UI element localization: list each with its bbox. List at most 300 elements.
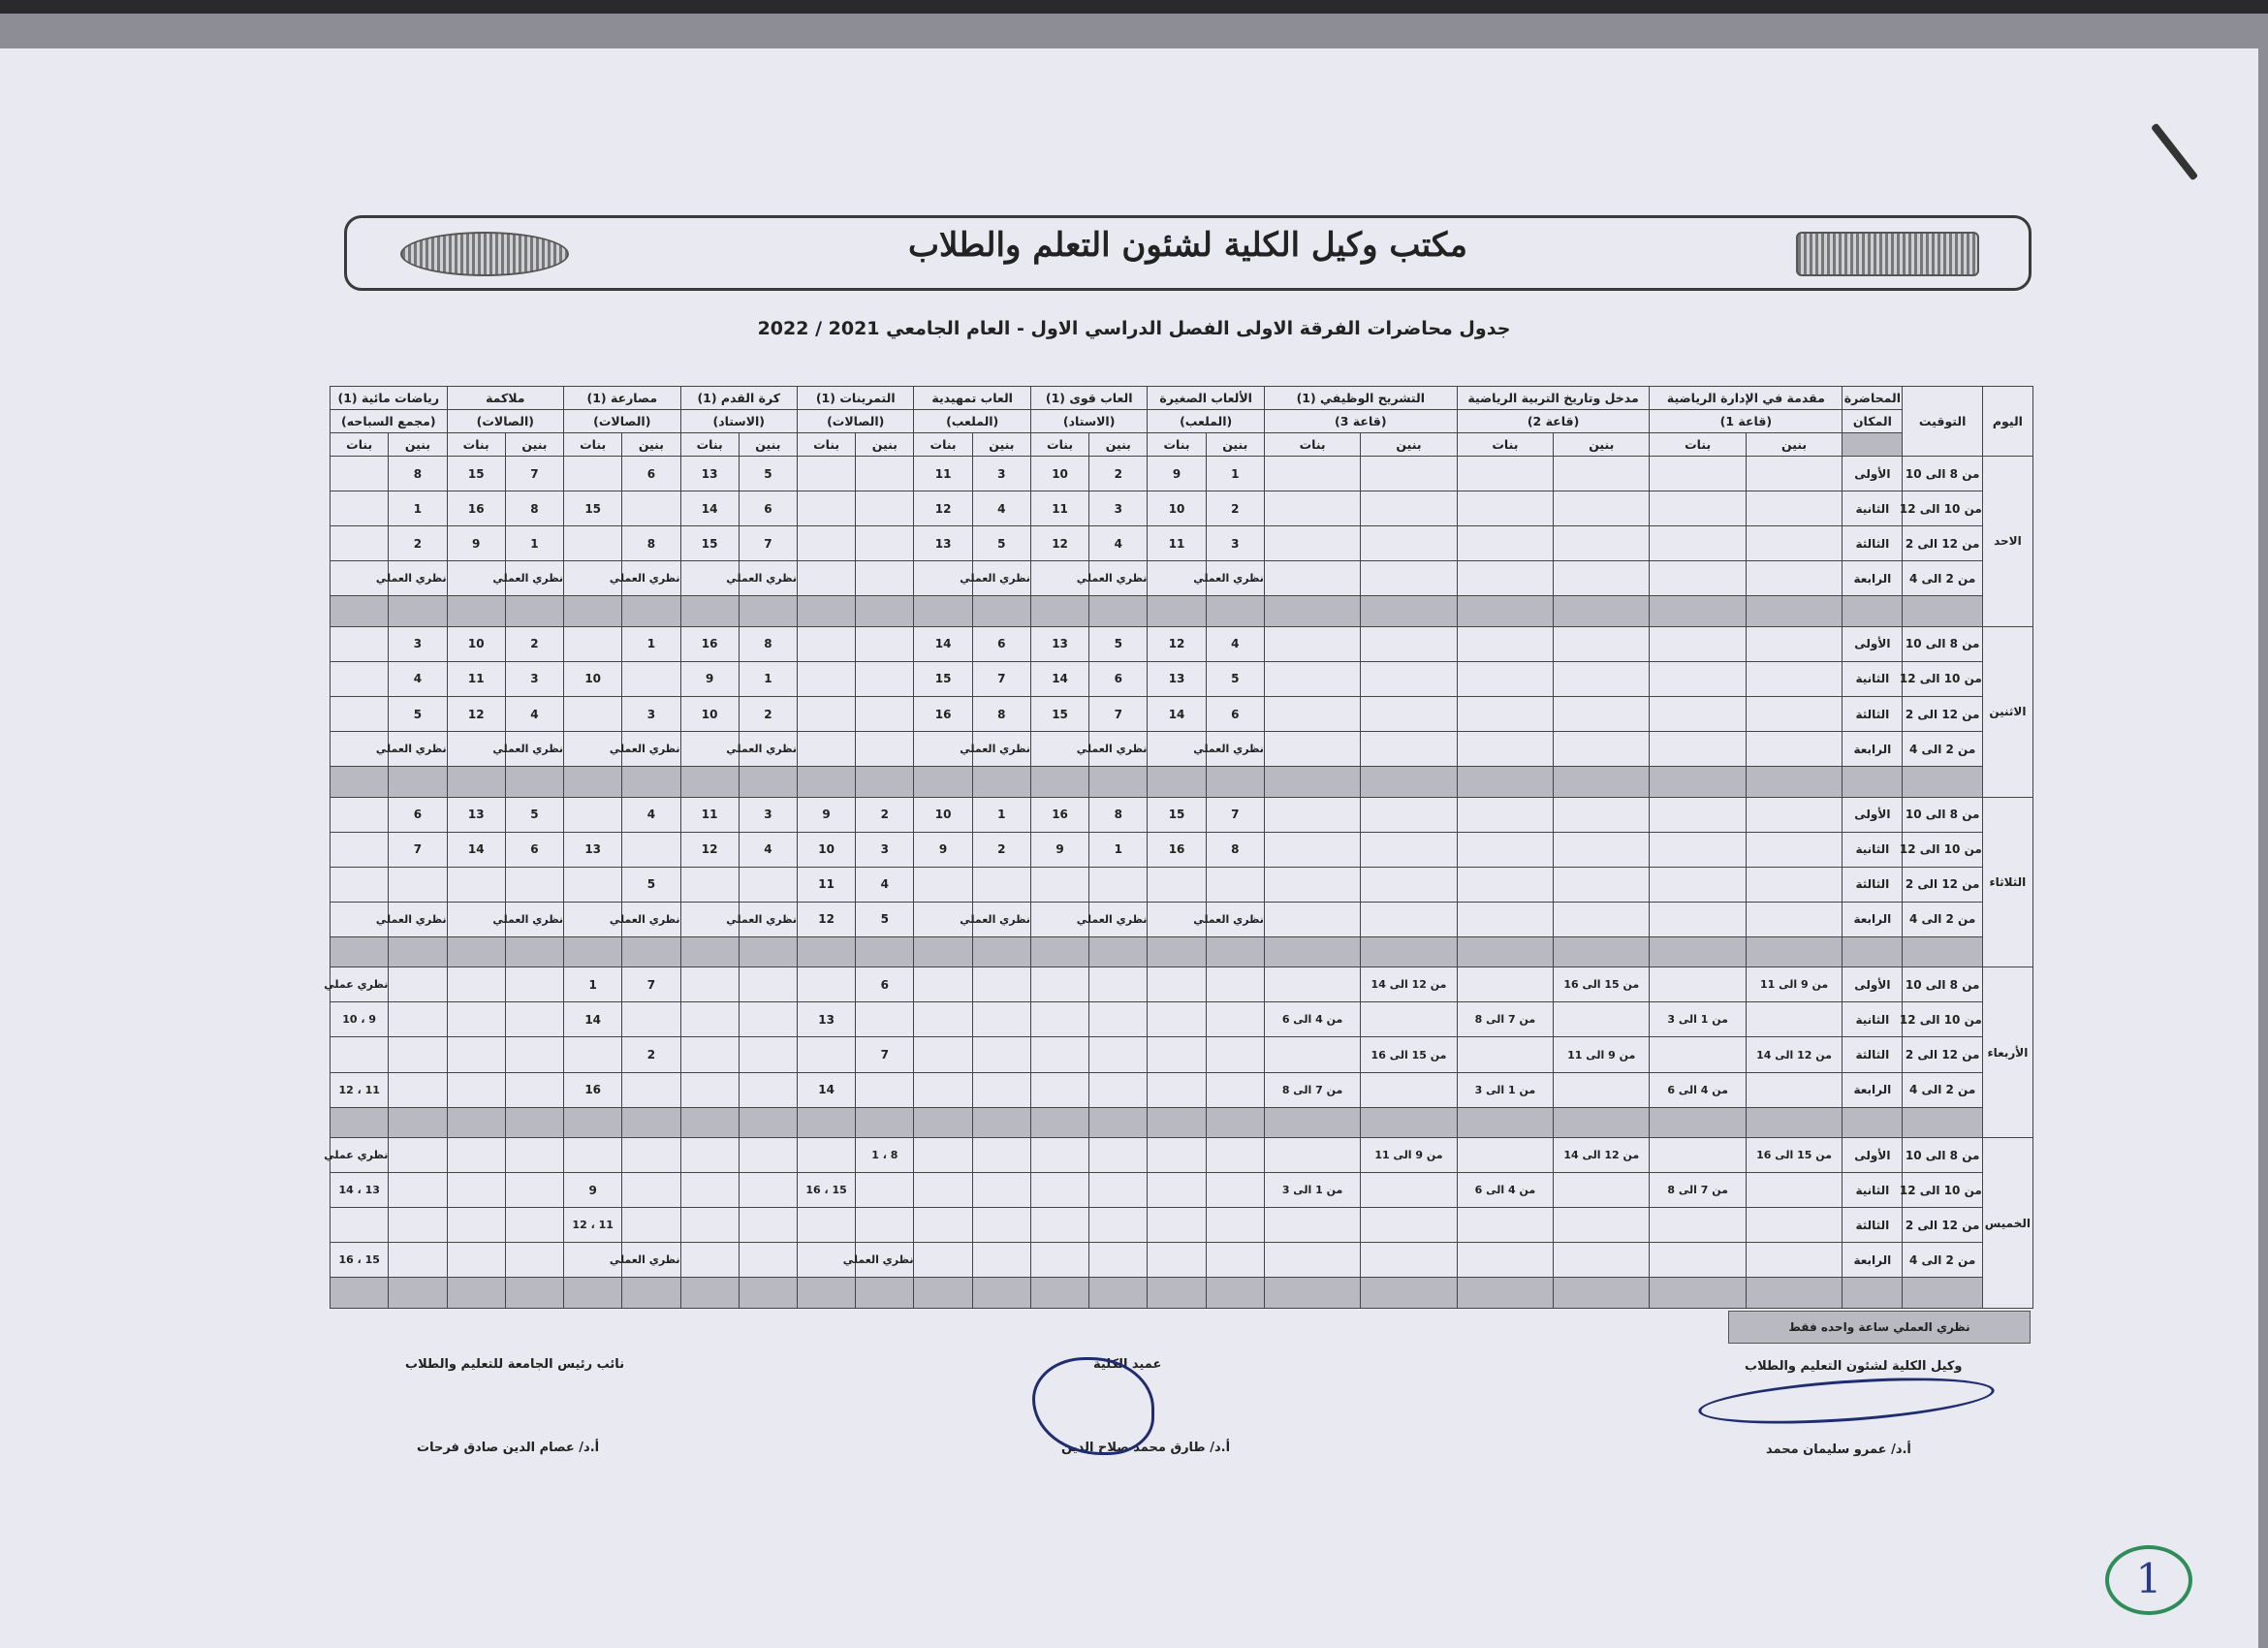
schedule-cell: 9 <box>797 797 855 832</box>
schedule-cell: 6 <box>1206 696 1264 731</box>
schedule-cell: نظري العملي <box>622 1243 680 1278</box>
schedule-cell <box>1361 867 1457 902</box>
schedule-cell <box>1457 696 1553 731</box>
place-cell: (قاعة 2) <box>1457 410 1650 433</box>
schedule-cell: 11 <box>680 797 739 832</box>
schedule-cell <box>856 626 914 661</box>
schedule-cell <box>856 661 914 696</box>
girls-header: بنات <box>1650 433 1746 457</box>
schedule-cell: 7 <box>972 661 1030 696</box>
schedule-cell <box>564 797 622 832</box>
schedule-cell <box>389 1208 447 1243</box>
schedule-cell: 12 <box>680 832 739 867</box>
schedule-cell <box>622 491 680 526</box>
office-title: مكتب وكيل الكلية لشئون التعلم والطلاب <box>907 226 1467 265</box>
lecture-header: المحاضرة <box>1843 387 1903 410</box>
subject-header: العاب قوى (1) <box>1030 387 1147 410</box>
girls-header: بنات <box>447 433 505 457</box>
dean-name: أ.د/ طارق محمد صلاح الدين <box>1061 1441 1231 1455</box>
schedule-cell: 5 <box>1206 661 1264 696</box>
schedule-cell <box>1089 1173 1148 1208</box>
schedule-cell <box>1746 832 1842 867</box>
schedule-cell: 15 ، 16 <box>797 1173 855 1208</box>
subject-header: ملاكمة <box>447 387 563 410</box>
schedule-cell <box>739 867 797 902</box>
schedule-cell: 7 <box>389 832 447 867</box>
period-cell: الرابعة <box>1843 561 1903 596</box>
time-cell: من 12 الى 2 <box>1903 696 1982 731</box>
schedule-cell: 14 <box>1030 661 1088 696</box>
schedule-cell <box>914 1002 972 1037</box>
schedule-cell <box>1746 491 1842 526</box>
schedule-cell <box>1264 902 1360 936</box>
time-cell: من 2 الى 4 <box>1903 1243 1982 1278</box>
schedule-cell <box>1030 1243 1088 1278</box>
girls-header: بنات <box>1457 433 1553 457</box>
subject-header: كرة القدم (1) <box>680 387 797 410</box>
period-cell: الأولى <box>1843 457 1903 491</box>
schedule-cell: 4 <box>622 797 680 832</box>
period-cell: الثالثة <box>1843 696 1903 731</box>
schedule-cell <box>622 1072 680 1107</box>
schedule-cell <box>1650 491 1746 526</box>
subject-header: العاب تمهيدية <box>914 387 1030 410</box>
schedule-cell <box>972 1002 1030 1037</box>
period-cell: الأولى <box>1843 797 1903 832</box>
boys-header: بنين <box>1361 433 1457 457</box>
schedule-cell <box>1457 526 1553 561</box>
schedule-cell: 14 <box>680 491 739 526</box>
schedule-cell <box>1361 561 1457 596</box>
boys-header: بنين <box>1206 433 1264 457</box>
schedule-cell <box>1746 902 1842 936</box>
schedule-cell <box>447 1243 505 1278</box>
schedule-cell: 3 <box>856 832 914 867</box>
schedule-cell <box>1457 902 1553 936</box>
schedule-cell <box>1148 1243 1206 1278</box>
schedule-cell: من 15 الى 16 <box>1361 1037 1457 1072</box>
schedule-cell <box>331 696 389 731</box>
schedule-cell <box>797 561 855 596</box>
time-cell: من 8 الى 10 <box>1903 797 1982 832</box>
schedule-cell: 1 <box>1206 457 1264 491</box>
schedule-cell <box>1206 867 1264 902</box>
place-header: المكان <box>1843 410 1903 433</box>
schedule-cell <box>856 1002 914 1037</box>
schedule-cell: 3 <box>1206 526 1264 561</box>
girls-header: بنات <box>797 433 855 457</box>
schedule-cell: 13 ، 14 <box>331 1173 389 1208</box>
schedule-cell <box>331 457 389 491</box>
schedule-cell: نظري العملي <box>1206 561 1264 596</box>
schedule-cell <box>1361 797 1457 832</box>
schedule-cell: 2 <box>856 797 914 832</box>
schedule-cell <box>1554 867 1650 902</box>
schedule-cell <box>797 967 855 1002</box>
schedule-cell <box>331 797 389 832</box>
vp-title: نائب رئيس الجامعة للتعليم والطلاب <box>405 1357 625 1372</box>
schedule-cell <box>447 867 505 902</box>
schedule-cell <box>564 526 622 561</box>
schedule-cell <box>1148 867 1206 902</box>
schedule-cell: 15 <box>1148 797 1206 832</box>
schedule-cell: نظري العملي <box>505 561 563 596</box>
schedule-cell <box>797 1138 855 1173</box>
schedule-cell <box>1650 1037 1746 1072</box>
schedule-cell: نظري العملي <box>1089 902 1148 936</box>
schedule-cell: 15 <box>1030 696 1088 731</box>
schedule-cell: نظري العملي <box>505 732 563 767</box>
time-cell: من 8 الى 10 <box>1903 457 1982 491</box>
schedule-cell <box>1554 1002 1650 1037</box>
schedule-cell <box>1264 1138 1360 1173</box>
schedule-cell: 7 <box>856 1037 914 1072</box>
schedule-cell <box>1361 661 1457 696</box>
schedule-cell: 16 <box>447 491 505 526</box>
schedule-cell: نظري العملي <box>389 902 447 936</box>
schedule-cell <box>389 1072 447 1107</box>
schedule-cell <box>1264 457 1360 491</box>
day-cell: الاحد <box>1982 457 2032 627</box>
schedule-cell <box>680 1072 739 1107</box>
time-cell: من 12 الى 2 <box>1903 526 1982 561</box>
schedule-cell <box>856 491 914 526</box>
schedule-cell: 10 <box>914 797 972 832</box>
boys-header: بنين <box>389 433 447 457</box>
schedule-cell <box>1650 457 1746 491</box>
schedule-cell <box>1650 732 1746 767</box>
schedule-cell: 6 <box>856 967 914 1002</box>
schedule-cell <box>389 1173 447 1208</box>
schedule-cell <box>856 457 914 491</box>
schedule-cell <box>972 1138 1030 1173</box>
schedule-cell <box>1089 1208 1148 1243</box>
schedule-cell <box>1554 832 1650 867</box>
schedule-cell <box>505 967 563 1002</box>
schedule-cell: من 7 الى 8 <box>1650 1173 1746 1208</box>
schedule-cell: 16 <box>680 626 739 661</box>
subject-header: التشريح الوظيفي (1) <box>1264 387 1457 410</box>
schedule-cell: 9 <box>680 661 739 696</box>
period-cell: الرابعة <box>1843 1072 1903 1107</box>
schedule-cell <box>1554 732 1650 767</box>
schedule-cell <box>1554 491 1650 526</box>
schedule-cell: نظري العملي <box>622 732 680 767</box>
day-separator <box>331 936 2033 967</box>
schedule-cell <box>447 1138 505 1173</box>
schedule-cell: 6 <box>389 797 447 832</box>
schedule-cell: 9 <box>564 1173 622 1208</box>
schedule-cell <box>1030 1138 1088 1173</box>
faculty-logo-icon <box>1796 232 1979 276</box>
schedule-cell <box>1206 1243 1264 1278</box>
place-cell: (قاعة 3) <box>1264 410 1457 433</box>
schedule-cell <box>797 457 855 491</box>
boys-header: بنين <box>972 433 1030 457</box>
schedule-cell: نظري العملي <box>856 1243 914 1278</box>
schedule-cell <box>1554 626 1650 661</box>
schedule-cell: من 15 الى 16 <box>1554 967 1650 1002</box>
schedule-cell <box>914 1037 972 1072</box>
schedule-cell <box>1264 732 1360 767</box>
schedule-cell: من 12 الى 14 <box>1554 1138 1650 1173</box>
period-cell: الأولى <box>1843 626 1903 661</box>
schedule-cell <box>1457 967 1553 1002</box>
schedule-cell <box>331 867 389 902</box>
schedule-cell <box>972 1037 1030 1072</box>
schedule-cell: 7 <box>622 967 680 1002</box>
schedule-cell: نظري عملي <box>331 967 389 1002</box>
schedule-cell <box>1264 491 1360 526</box>
subject-header: الألعاب الصغيرة <box>1148 387 1264 410</box>
schedule-cell <box>1361 732 1457 767</box>
dean-title: عميد الكلية <box>1093 1357 1162 1372</box>
schedule-cell <box>914 967 972 1002</box>
day-separator <box>331 767 2033 797</box>
schedule-cell: 5 <box>389 696 447 731</box>
schedule-cell <box>1206 1037 1264 1072</box>
schedule-cell <box>739 1072 797 1107</box>
schedule-cell <box>1361 457 1457 491</box>
schedule-cell <box>1361 491 1457 526</box>
schedule-cell <box>331 491 389 526</box>
schedule-cell: 13 <box>797 1002 855 1037</box>
schedule-cell: 5 <box>972 526 1030 561</box>
schedule-cell <box>1361 696 1457 731</box>
schedule-cell <box>1457 1138 1553 1173</box>
schedule-cell <box>447 1002 505 1037</box>
schedule-cell <box>505 1037 563 1072</box>
schedule-cell <box>389 1243 447 1278</box>
place-cell: (الاستاد) <box>680 410 797 433</box>
schedule-cell: 13 <box>680 457 739 491</box>
time-cell: من 12 الى 2 <box>1903 1208 1982 1243</box>
schedule-cell: نظري العملي <box>739 561 797 596</box>
schedule-cell <box>1554 1208 1650 1243</box>
schedule-cell: 8 <box>1206 832 1264 867</box>
schedule-cell <box>1361 1002 1457 1037</box>
period-cell: الثالثة <box>1843 1037 1903 1072</box>
schedule-cell: 15 <box>680 526 739 561</box>
schedule-cell <box>389 1037 447 1072</box>
period-cell: الثانية <box>1843 491 1903 526</box>
schedule-cell <box>1650 661 1746 696</box>
schedule-cell: نظري العملي <box>972 732 1030 767</box>
schedule-cell <box>914 1208 972 1243</box>
schedule-cell <box>1361 1072 1457 1107</box>
schedule-cell: 6 <box>739 491 797 526</box>
schedule-cell <box>1457 457 1553 491</box>
subject-header: رياضات مائية (1) <box>331 387 448 410</box>
schedule-cell: 16 <box>564 1072 622 1107</box>
schedule-cell <box>1554 526 1650 561</box>
schedule-cell: نظري العملي <box>1206 732 1264 767</box>
schedule-cell: 10 <box>1030 457 1088 491</box>
period-cell: الثانية <box>1843 661 1903 696</box>
schedule-cell <box>1361 832 1457 867</box>
schedule-cell <box>797 626 855 661</box>
schedule-cell <box>1746 1072 1842 1107</box>
schedule-cell: 7 <box>1206 797 1264 832</box>
schedule-cell <box>1264 1243 1360 1278</box>
schedule-cell <box>1089 1138 1148 1173</box>
schedule-cell: 13 <box>1148 661 1206 696</box>
place-cell: (الملعب) <box>1148 410 1264 433</box>
schedule-cell: من 1 الى 3 <box>1650 1002 1746 1037</box>
place-cell: (قاعة 1) <box>1650 410 1843 433</box>
schedule-cell: 13 <box>564 832 622 867</box>
schedule-cell: 16 <box>1148 832 1206 867</box>
boys-header: بنين <box>1089 433 1148 457</box>
boys-header: بنين <box>739 433 797 457</box>
schedule-cell <box>1457 561 1553 596</box>
schedule-cell: 11 ، 12 <box>564 1208 622 1243</box>
schedule-cell: 14 <box>914 626 972 661</box>
vice-dean-title: وكيل الكلية لشئون التعليم والطلاب <box>1745 1359 1963 1374</box>
period-cell: الثانية <box>1843 1002 1903 1037</box>
schedule-cell: من 15 الى 16 <box>1746 1138 1842 1173</box>
schedule-cell <box>680 867 739 902</box>
schedule-cell: 1 <box>1089 832 1148 867</box>
schedule-cell <box>389 967 447 1002</box>
schedule-cell <box>447 1037 505 1072</box>
period-cell: الرابعة <box>1843 1243 1903 1278</box>
schedule-cell: من 9 الى 11 <box>1361 1138 1457 1173</box>
schedule-cell <box>1361 526 1457 561</box>
schedule-cell <box>1554 696 1650 731</box>
schedule-cell: 1 <box>739 661 797 696</box>
schedule-cell <box>1554 797 1650 832</box>
time-cell: من 10 الى 12 <box>1903 491 1982 526</box>
schedule-table <box>324 386 2033 1309</box>
schedule-cell: 14 <box>564 1002 622 1037</box>
period-cell: الأولى <box>1843 1138 1903 1173</box>
boys-header: بنين <box>622 433 680 457</box>
schedule-cell: 11 <box>914 457 972 491</box>
schedule-cell <box>739 1208 797 1243</box>
schedule-cell <box>1089 1243 1148 1278</box>
schedule-title: جدول محاضرات الفرقة الاولى الفصل الدراسي الاول - العام الجامعي 2021 / 2022 <box>757 318 1511 339</box>
schedule-cell: 15 <box>914 661 972 696</box>
schedule-cell <box>1457 1208 1553 1243</box>
day-header: اليوم <box>1982 387 2032 457</box>
schedule-cell: نظري العملي <box>972 902 1030 936</box>
time-cell: من 2 الى 4 <box>1903 1072 1982 1107</box>
schedule-cell <box>1264 696 1360 731</box>
schedule-cell: 9 <box>1148 457 1206 491</box>
schedule-cell <box>447 1072 505 1107</box>
schedule-cell <box>505 1173 563 1208</box>
schedule-cell <box>1746 661 1842 696</box>
schedule-cell <box>856 696 914 731</box>
schedule-cell <box>739 1173 797 1208</box>
girls-header: بنات <box>331 433 389 457</box>
schedule-cell <box>856 526 914 561</box>
schedule-cell: 16 <box>1030 797 1088 832</box>
schedule-cell: من 9 الى 11 <box>1554 1037 1650 1072</box>
schedule-cell: نظري العملي <box>739 902 797 936</box>
schedule-cell <box>1457 732 1553 767</box>
schedule-cell: 1 <box>564 967 622 1002</box>
schedule-cell: 13 <box>914 526 972 561</box>
schedule-cell <box>505 867 563 902</box>
schedule-cell <box>1554 1072 1650 1107</box>
time-cell: من 10 الى 12 <box>1903 1002 1982 1037</box>
schedule-cell <box>1457 491 1553 526</box>
schedule-cell: 15 <box>564 491 622 526</box>
schedule-cell: 11 <box>1148 526 1206 561</box>
schedule-cell <box>447 967 505 1002</box>
schedule-cell <box>1089 867 1148 902</box>
schedule-cell <box>1554 661 1650 696</box>
boys-header: بنين <box>856 433 914 457</box>
schedule-cell: 4 <box>389 661 447 696</box>
schedule-cell <box>972 1243 1030 1278</box>
day-separator <box>331 1278 2033 1309</box>
schedule-cell: 3 <box>622 696 680 731</box>
schedule-cell: 10 <box>447 626 505 661</box>
schedule-cell <box>505 1072 563 1107</box>
schedule-cell: 2 <box>622 1037 680 1072</box>
schedule-cell <box>914 1243 972 1278</box>
schedule-cell <box>1650 1243 1746 1278</box>
schedule-cell <box>1457 661 1553 696</box>
schedule-cell <box>1746 626 1842 661</box>
schedule-cell: 8 <box>622 526 680 561</box>
schedule-cell <box>389 1002 447 1037</box>
place-cell: (الصالات) <box>797 410 913 433</box>
schedule-cell: 1 <box>622 626 680 661</box>
schedule-cell <box>331 626 389 661</box>
schedule-cell: نظري العملي <box>505 902 563 936</box>
time-cell: من 8 الى 10 <box>1903 1138 1982 1173</box>
day-cell: الأربعاء <box>1982 967 2032 1138</box>
schedule-cell <box>1650 1208 1746 1243</box>
schedule-cell <box>680 967 739 1002</box>
time-cell: من 2 الى 4 <box>1903 561 1982 596</box>
schedule-cell: 12 <box>797 902 855 936</box>
schedule-cell: 8 <box>739 626 797 661</box>
schedule-cell <box>856 1072 914 1107</box>
schedule-cell <box>389 867 447 902</box>
schedule-cell <box>1457 1243 1553 1278</box>
schedule-cell: من 1 الى 3 <box>1457 1072 1553 1107</box>
schedule-cell <box>1030 1208 1088 1243</box>
schedule-cell: نظري العملي <box>1206 902 1264 936</box>
schedule-cell: من 12 الى 14 <box>1361 967 1457 1002</box>
schedule-cell <box>622 1173 680 1208</box>
schedule-cell <box>622 832 680 867</box>
schedule-cell <box>1554 1173 1650 1208</box>
girls-header: بنات <box>564 433 622 457</box>
schedule-cell <box>680 1138 739 1173</box>
schedule-cell <box>1148 1072 1206 1107</box>
schedule-cell <box>331 1208 389 1243</box>
schedule-cell <box>1457 626 1553 661</box>
schedule-cell <box>914 867 972 902</box>
schedule-cell <box>1089 1002 1148 1037</box>
schedule-cell <box>1206 1208 1264 1243</box>
schedule-cell: 8 ، 1 <box>856 1138 914 1173</box>
schedule-cell <box>1206 967 1264 1002</box>
schedule-cell <box>1030 967 1088 1002</box>
schedule-cell <box>797 1037 855 1072</box>
schedule-cell <box>856 1173 914 1208</box>
schedule-cell: 8 <box>1089 797 1148 832</box>
time-cell: من 12 الى 2 <box>1903 867 1982 902</box>
schedule-cell: 11 ، 12 <box>331 1072 389 1107</box>
schedule-cell: 12 <box>1030 526 1088 561</box>
